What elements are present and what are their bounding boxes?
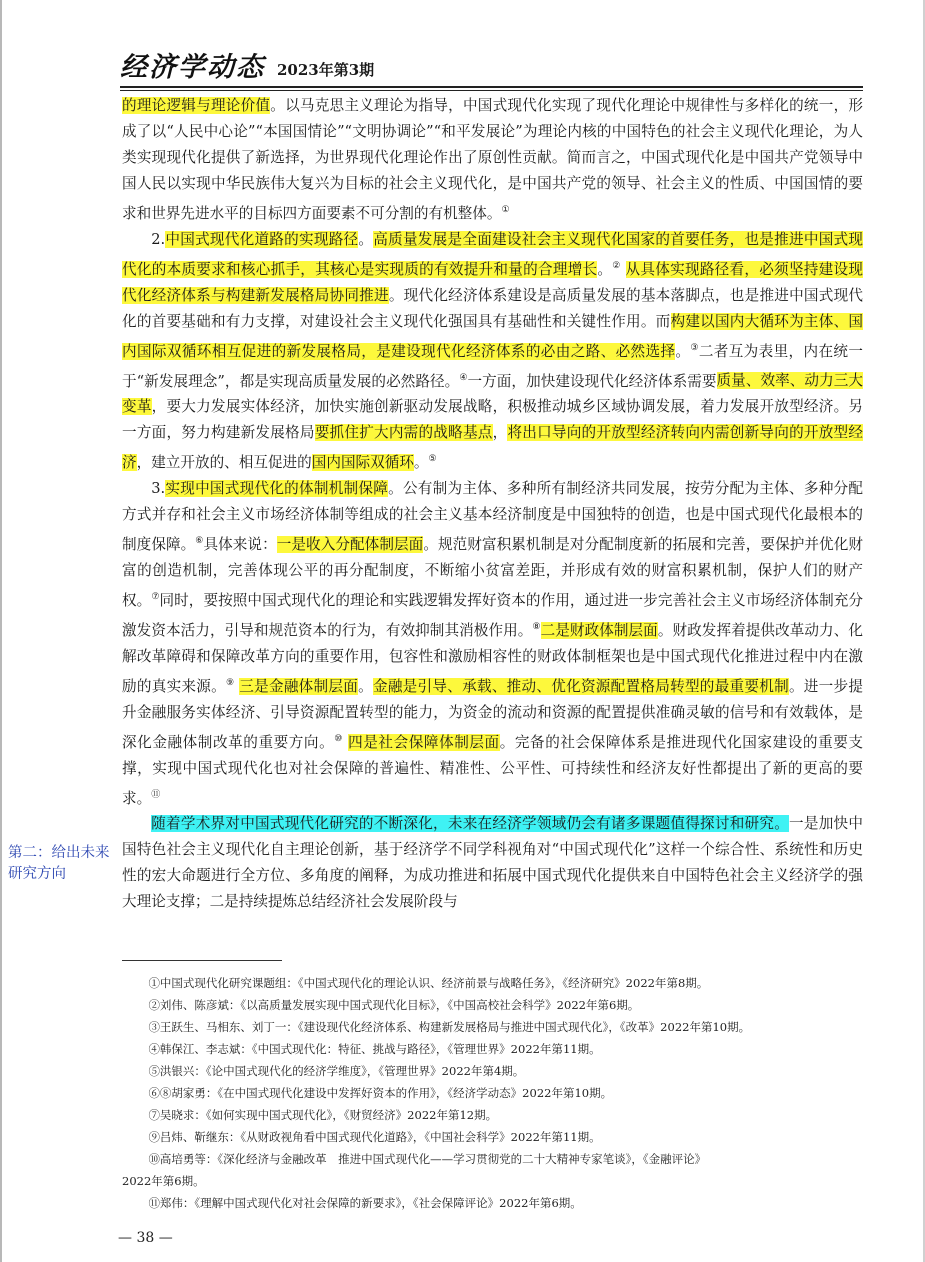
- footnote-ref: ⑦: [151, 592, 160, 603]
- highlighted-text: 三是金融体制层面: [239, 677, 359, 695]
- text-run: 。规范财富积累机制是对分配制度新的拓展和完善，要保护并优化财富的创造机制，完善体现公平的再分配制度，不断缩小贫富差距，并形成有效的财富积累机制，保护人们的财产权。: [122, 536, 863, 610]
- header-rule-thin: [120, 90, 863, 91]
- footnote: ⑥⑧胡家勇：《在中国式现代化建设中发挥好资本的作用》，《经济学动态》2022年第10期。: [148, 1086, 613, 1100]
- highlighted-text: 国内国际双循环: [311, 454, 414, 472]
- text-run: 。进一步提升金融服务实体经济、引导资源配置转型的能力，为资金的流动和资源的配置提供准确灵敏的信号和有效载体，是深化金融体制改革的重要方向。: [122, 677, 863, 751]
- footnote-ref: ⑩: [334, 733, 343, 744]
- text-run: 。财政发挥着提供改革动力、化解改革障碍和保障改革方向的重要作用，包容性和激励相容性的财政体制框架也是中国式现代化推进过程中内在激励的真实来源。: [122, 621, 863, 695]
- text-run: [621, 261, 626, 278]
- highlighted-text: 的理论逻辑与理论价值: [122, 97, 271, 114]
- highlighted-text: 四是社会保障体制层面: [348, 733, 500, 751]
- footnote-ref: ⑤: [428, 454, 437, 465]
- footnote: ②刘伟、陈彦斌：《以高质量发展实现中国式现代化目标》，《中国高校社会科学》2022年第6期。: [148, 998, 640, 1012]
- page-edge-left: [0, 0, 2, 1262]
- text-run: 。: [413, 454, 429, 472]
- journal-name: 经济学动态: [120, 52, 265, 83]
- text-run: 3.: [151, 480, 166, 498]
- text-run: ，: [492, 424, 508, 442]
- footnote: ⑩高培勇等：《深化经济与金融改革 推进中国式现代化——学习贯彻党的二十大精神专家笔谈》，《金融评论》: [148, 1152, 707, 1166]
- text-run: 。完备的社会保障体系是推进现代化国家建设的重要支撑，实现中国式现代化也对社会保障的普遍性、精准性、公平性、可持续性和经济友好性都提出了新的更高的要求。: [122, 733, 863, 807]
- footnote: ④韩保江、李志斌：《中国式现代化：特征、挑战与路径》，《管理世界》2022年第11期。: [148, 1042, 601, 1056]
- highlighted-text: 要抓住扩大内需的战略基点: [314, 424, 493, 442]
- paragraph-institutional-guarantee: [122, 476, 863, 811]
- text-run: 一方面，加快建设现代化经济体系需要: [467, 372, 717, 390]
- highlighted-text: 实现中国式现代化的体制机制保障: [165, 480, 389, 498]
- footnote-ref: ⑥: [195, 536, 204, 547]
- highlighted-text: 构建以国内大循环为主体、国内国际双循环相互促进的新发展格局，是建设现代化经济体系的必由之路、必然选择: [122, 312, 863, 360]
- highlighted-text: 高质量发展是全面建设社会主义现代化国家的首要任务，也是推进中国式现代化的本质要求和核心抓手，其核心是实现质的有效提升和量的合理增长: [122, 230, 863, 278]
- highlighted-text: 金融是引导、承载、推动、优化资源配置格局转型的最重要机制: [372, 677, 789, 695]
- text-run: 。: [358, 677, 373, 695]
- text-run: 。公有制为主体、多种所有制经济共同发展，按劳分配为主体、多种分配方式并存和社会主义市场经济体制等组成的社会主义基本经济制度是中国独特的创造，也是中国式现代化最根本的制度保障。: [122, 480, 863, 554]
- text-run: 。现代化经济体系建设是高质量发展的基本落脚点，也是推进中国式现代化的首要基础和有力支撑，对建设社会主义现代化强国具有基础性和关键性作用。而: [122, 286, 863, 330]
- text-run: 具体来说：: [203, 536, 277, 554]
- text-run: ，建立开放的、相互促进的: [136, 454, 312, 472]
- paragraph-future-research: [122, 811, 863, 915]
- paragraph-implementation-path: [122, 227, 863, 476]
- footnote: ⑨吕炜、靳继东：《从财政视角看中国式现代化道路》，《中国社会科学》2022年第11期。: [148, 1130, 601, 1144]
- margin-annotation: 第二：给出未来研究方向: [8, 845, 110, 882]
- footnote-continued: 2022年第6期。: [122, 1174, 205, 1188]
- footnote-ref: ⑪: [151, 789, 161, 800]
- text-run: 。: [597, 260, 613, 278]
- header-rule: [120, 86, 863, 88]
- text-run: 同时，要按照中国式现代化的理论和实践逻辑发挥好资本的作用，通过进一步完善社会主义市场经济体制充分激发资本活力，引导和规范资本的行为，有效抑制其消极作用。: [122, 592, 863, 639]
- issue-label: 2023年第3期: [277, 61, 375, 79]
- paragraph-theory-value: [122, 93, 863, 227]
- footnote-ref: ④: [459, 372, 468, 383]
- footnote: ⑦吴晓求：《如何实现中国式现代化》，《财贸经济》2022年第12期。: [148, 1108, 498, 1122]
- footnotes: [122, 972, 863, 1214]
- text-run: 。: [358, 230, 374, 248]
- highlighted-text: 一是收入分配体制层面: [276, 536, 424, 554]
- highlighted-text: 中国式现代化道路的实现路径: [165, 230, 359, 248]
- text-run: 。以马克思主义理论为指导，中国式现代化实现了现代化理论中规律性与多样化的统一，形成了以“人民中心论”“本国国情论”“文明协调论”“和平发展论”为理论内核的中国特色的社会主义现代化理论，为人类实现现代化提供了新选择，为世界现代化理论作出了原创性贡献。简而言之，中国式现代化是中国共产党领导中国人民以实现中华民族伟大复兴为目标的社会主义现代化，是中国共产党的领导、社会主义的性质、中国国情的要求和世界先进水平的目标四方面要素不可分割的有机整体。: [122, 97, 863, 222]
- page-number: — 38 —: [118, 1230, 173, 1246]
- highlighted-text: 二是财政体制层面: [540, 621, 658, 639]
- footnote: ⑤洪银兴：《论中国式现代化的经济学维度》，《管理世界》2022年第4期。: [148, 1064, 525, 1078]
- text-run: 2.: [151, 230, 166, 248]
- text-run: 。: [675, 342, 691, 360]
- highlighted-text: 从具体实现路径看，必须坚持建设现代化经济体系与构建新发展格局协同推进: [122, 260, 863, 304]
- highlighted-text-cyan: 随着学术界对中国式现代化研究的不断深化，未来在经济学领域仍会有诸多课题值得探讨和研究。: [151, 815, 790, 833]
- footnote-rule: [122, 960, 282, 961]
- text-run: ，要大力发展实体经济，加快实施创新驱动发展战略，积极推动城乡区域协调发展，着力发展开放型经济。另一方面，努力构建新发展格局: [122, 398, 863, 442]
- footnote-ref: ③: [690, 342, 699, 353]
- footnote: ①中国式现代化研究课题组：《中国式现代化的理论认识、经济前景与战略任务》，《经济研究》2022年第8期。: [148, 976, 709, 990]
- article-body: [122, 93, 863, 915]
- text-run: 一是加快中国特色社会主义现代化自主理论创新，基于经济学不同学科视角对“中国式现代化”这样一个综合性、系统性和历史性的宏大命题进行全方位、多角度的阐释，为成功推进和拓展中国式现代化提供来自中国特色社会主义经济学的强大理论支撑；二是持续提炼总结经济社会发展阶段与: [122, 815, 863, 911]
- highlighted-text: 将出口导向的开放型经济转向内需创新导向的开放型经济: [122, 424, 863, 472]
- footnote-ref: ⑨: [226, 677, 235, 688]
- footnote-ref: ⑧: [532, 622, 541, 633]
- footnote: ③王跃生、马相东、刘丁一：《建设现代化经济体系、构建新发展格局与推进中国式现代化》，《改革》2022年第10期。: [148, 1020, 751, 1034]
- text-run: 二者互为表里，内在统一于“新发展理念”，都是实现高质量发展的必然路径。: [122, 342, 863, 390]
- footnote-ref: ②: [612, 260, 621, 271]
- footnote: ⑪郑伟：《理解中国式现代化对社会保障的新要求》，《社会保障评论》2022年第6期。: [148, 1196, 582, 1210]
- highlighted-text: 质量、效率、动力三大变革: [122, 372, 863, 416]
- footnote-ref: ①: [501, 205, 510, 215]
- running-header: [120, 44, 374, 84]
